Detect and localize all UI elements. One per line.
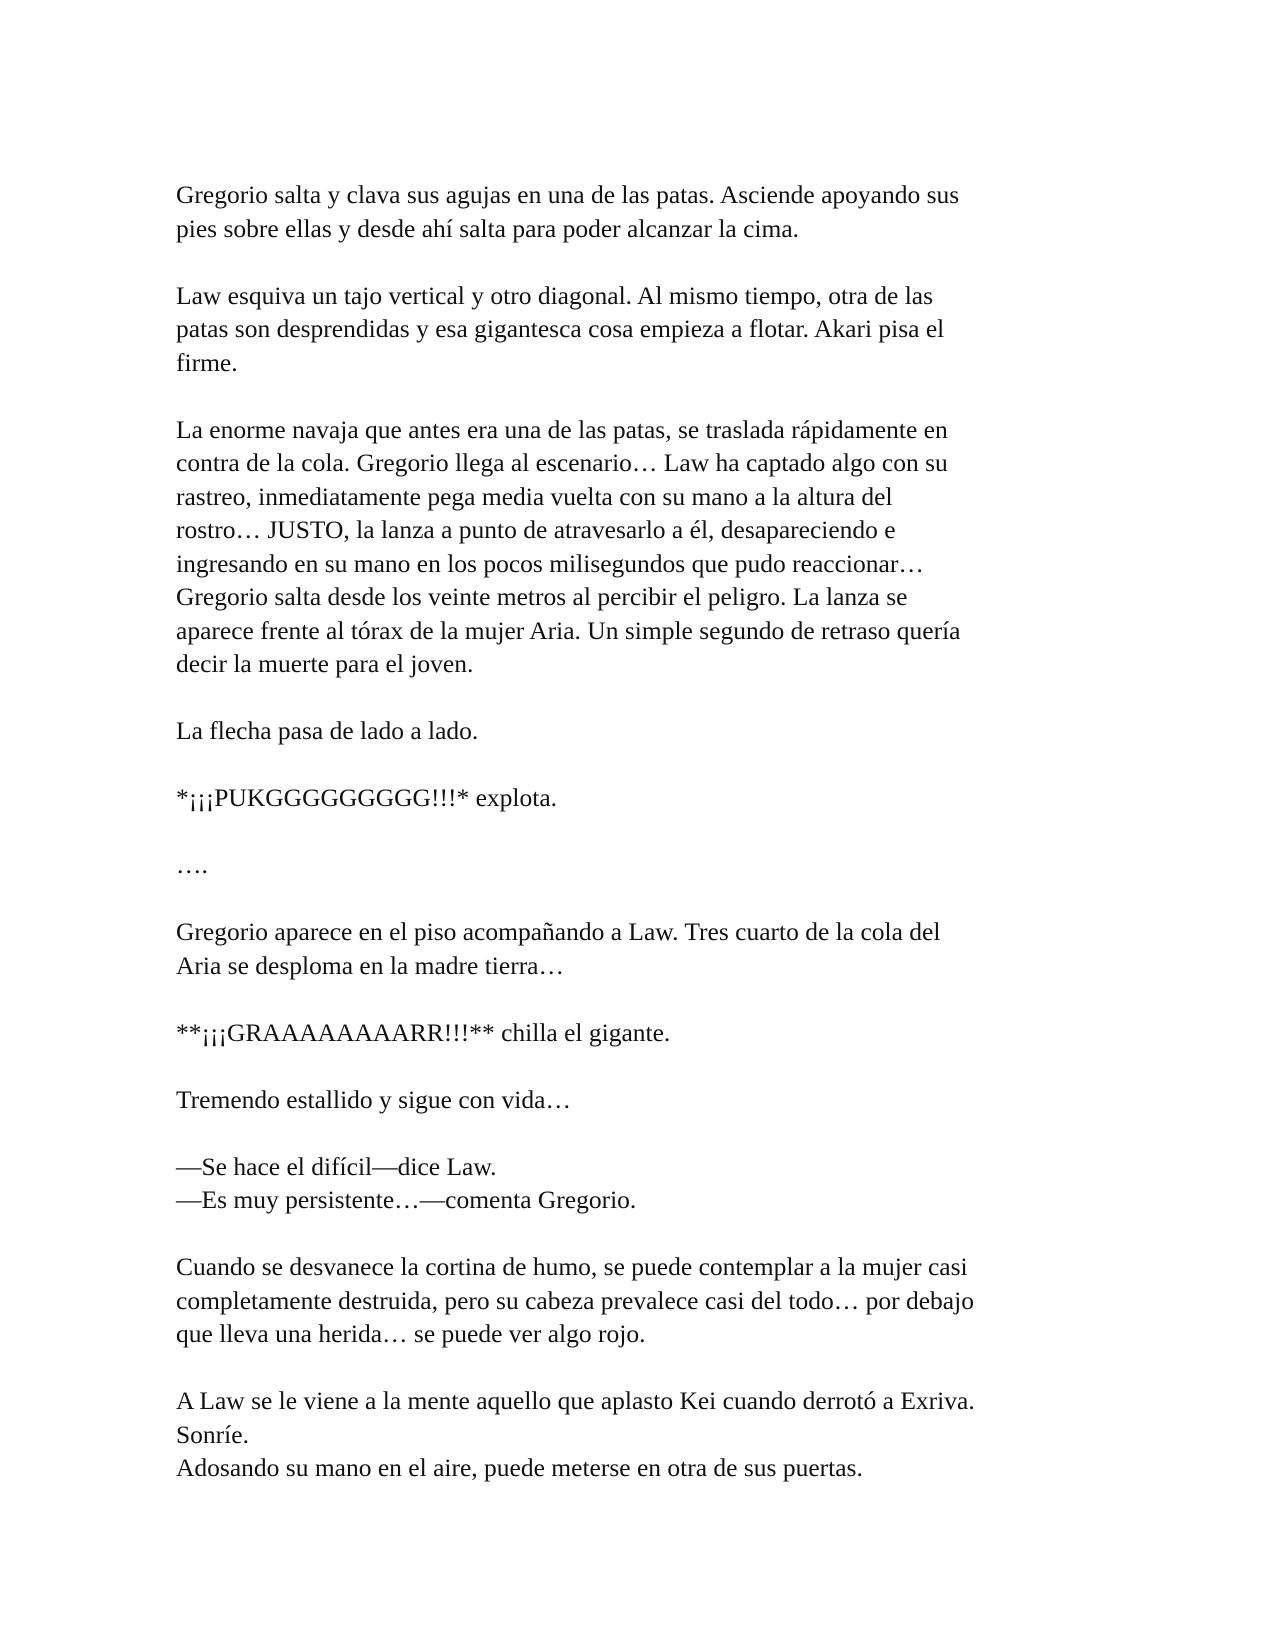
paragraph-line: Gregorio salta desde los veinte metros al percibir el peligro. La lanza se bbox=[176, 582, 908, 611]
paragraph-line: pies sobre ellas y desde ahí salta para poder alcanzar la cima. bbox=[176, 213, 800, 243]
paragraph-line: *¡¡¡PUKGGGGGGGGG!!!* explota. bbox=[176, 783, 558, 812]
paragraph-line: Law esquiva un tajo vertical y otro diagonal. Al mismo tiempo, otra de las bbox=[176, 280, 934, 310]
paragraph-line: completamente destruida, pero su cabeza prevalece casi del todo… por debajo bbox=[176, 1285, 974, 1315]
paragraph-line: rastreo, inmediatamente pega media vuelta con su mano a la altura del bbox=[176, 481, 893, 511]
paragraph-line: Tremendo estallido y sigue con vida… bbox=[176, 1084, 571, 1114]
paragraph-line: aparece frente al tórax de la mujer Aria. Un simple segundo de retraso quería bbox=[176, 615, 961, 645]
dialogue-line: —Se hace el difícil—dice Law. bbox=[176, 1151, 497, 1181]
paragraph-line: La flecha pasa de lado a lado. bbox=[176, 716, 479, 745]
paragraph-12 bbox=[176, 1384, 1106, 1485]
paragraph-5 bbox=[176, 781, 1106, 815]
paragraph-line: decir la muerte para el joven. bbox=[176, 649, 474, 678]
paragraph-6 bbox=[176, 848, 1106, 882]
paragraph-line: rostro… JUSTO, la lanza a punto de atravesarlo a él, desapareciendo e bbox=[176, 515, 896, 544]
document-body bbox=[176, 178, 1106, 1485]
paragraph-line: Sonríe. bbox=[176, 1419, 249, 1449]
paragraph-line: **¡¡¡GRAAAAAAAARR!!!** chilla el gigante. bbox=[176, 1017, 671, 1047]
paragraph-11 bbox=[176, 1250, 1106, 1351]
paragraph-line: La enorme navaja que antes era una de las patas, se traslada rápidamente en bbox=[176, 414, 948, 444]
paragraph-line: firme. bbox=[176, 347, 238, 377]
paragraph-7 bbox=[176, 915, 1106, 982]
paragraph-line: patas son desprendidas y esa gigantesca cosa empieza a flotar. Akari pisa el bbox=[176, 314, 945, 343]
paragraph-line: Aria se desploma en la madre tierra… bbox=[176, 950, 565, 980]
paragraph-4 bbox=[176, 714, 1106, 748]
paragraph-2 bbox=[176, 279, 1106, 380]
paragraph-line: A Law se le viene a la mente aquello que aplasto Kei cuando derrotó a Exriva. bbox=[176, 1386, 975, 1415]
paragraph-line: contra de la cola. Gregorio llega al escenario… Law ha captado algo con su bbox=[176, 448, 948, 477]
paragraph-line: Cuando se desvanece la cortina de humo, se puede contemplar a la mujer casi bbox=[176, 1252, 968, 1281]
paragraph-9 bbox=[176, 1083, 1106, 1117]
paragraph-line: Gregorio aparece en el piso acompañando a Law. Tres cuarto de la cola del bbox=[176, 917, 941, 946]
paragraph-line: Gregorio salta y clava sus agujas en una de las patas. Asciende apoyando sus bbox=[176, 180, 960, 209]
paragraph-10-dialogue bbox=[176, 1150, 1106, 1217]
paragraph-line: que lleva una herida… se puede ver algo rojo. bbox=[176, 1319, 646, 1348]
dialogue-line: —Es muy persistente…—comenta Gregorio. bbox=[176, 1185, 637, 1214]
paragraph-line: Adosando su mano en el aire, puede meterse en otra de sus puertas. bbox=[176, 1453, 863, 1482]
paragraph-line: ingresando en su mano en los pocos milisegundos que pudo reaccionar… bbox=[176, 548, 924, 578]
paragraph-8 bbox=[176, 1016, 1106, 1050]
paragraph-1 bbox=[176, 178, 1106, 245]
paragraph-3 bbox=[176, 413, 1106, 681]
paragraph-line: …. bbox=[176, 850, 208, 879]
